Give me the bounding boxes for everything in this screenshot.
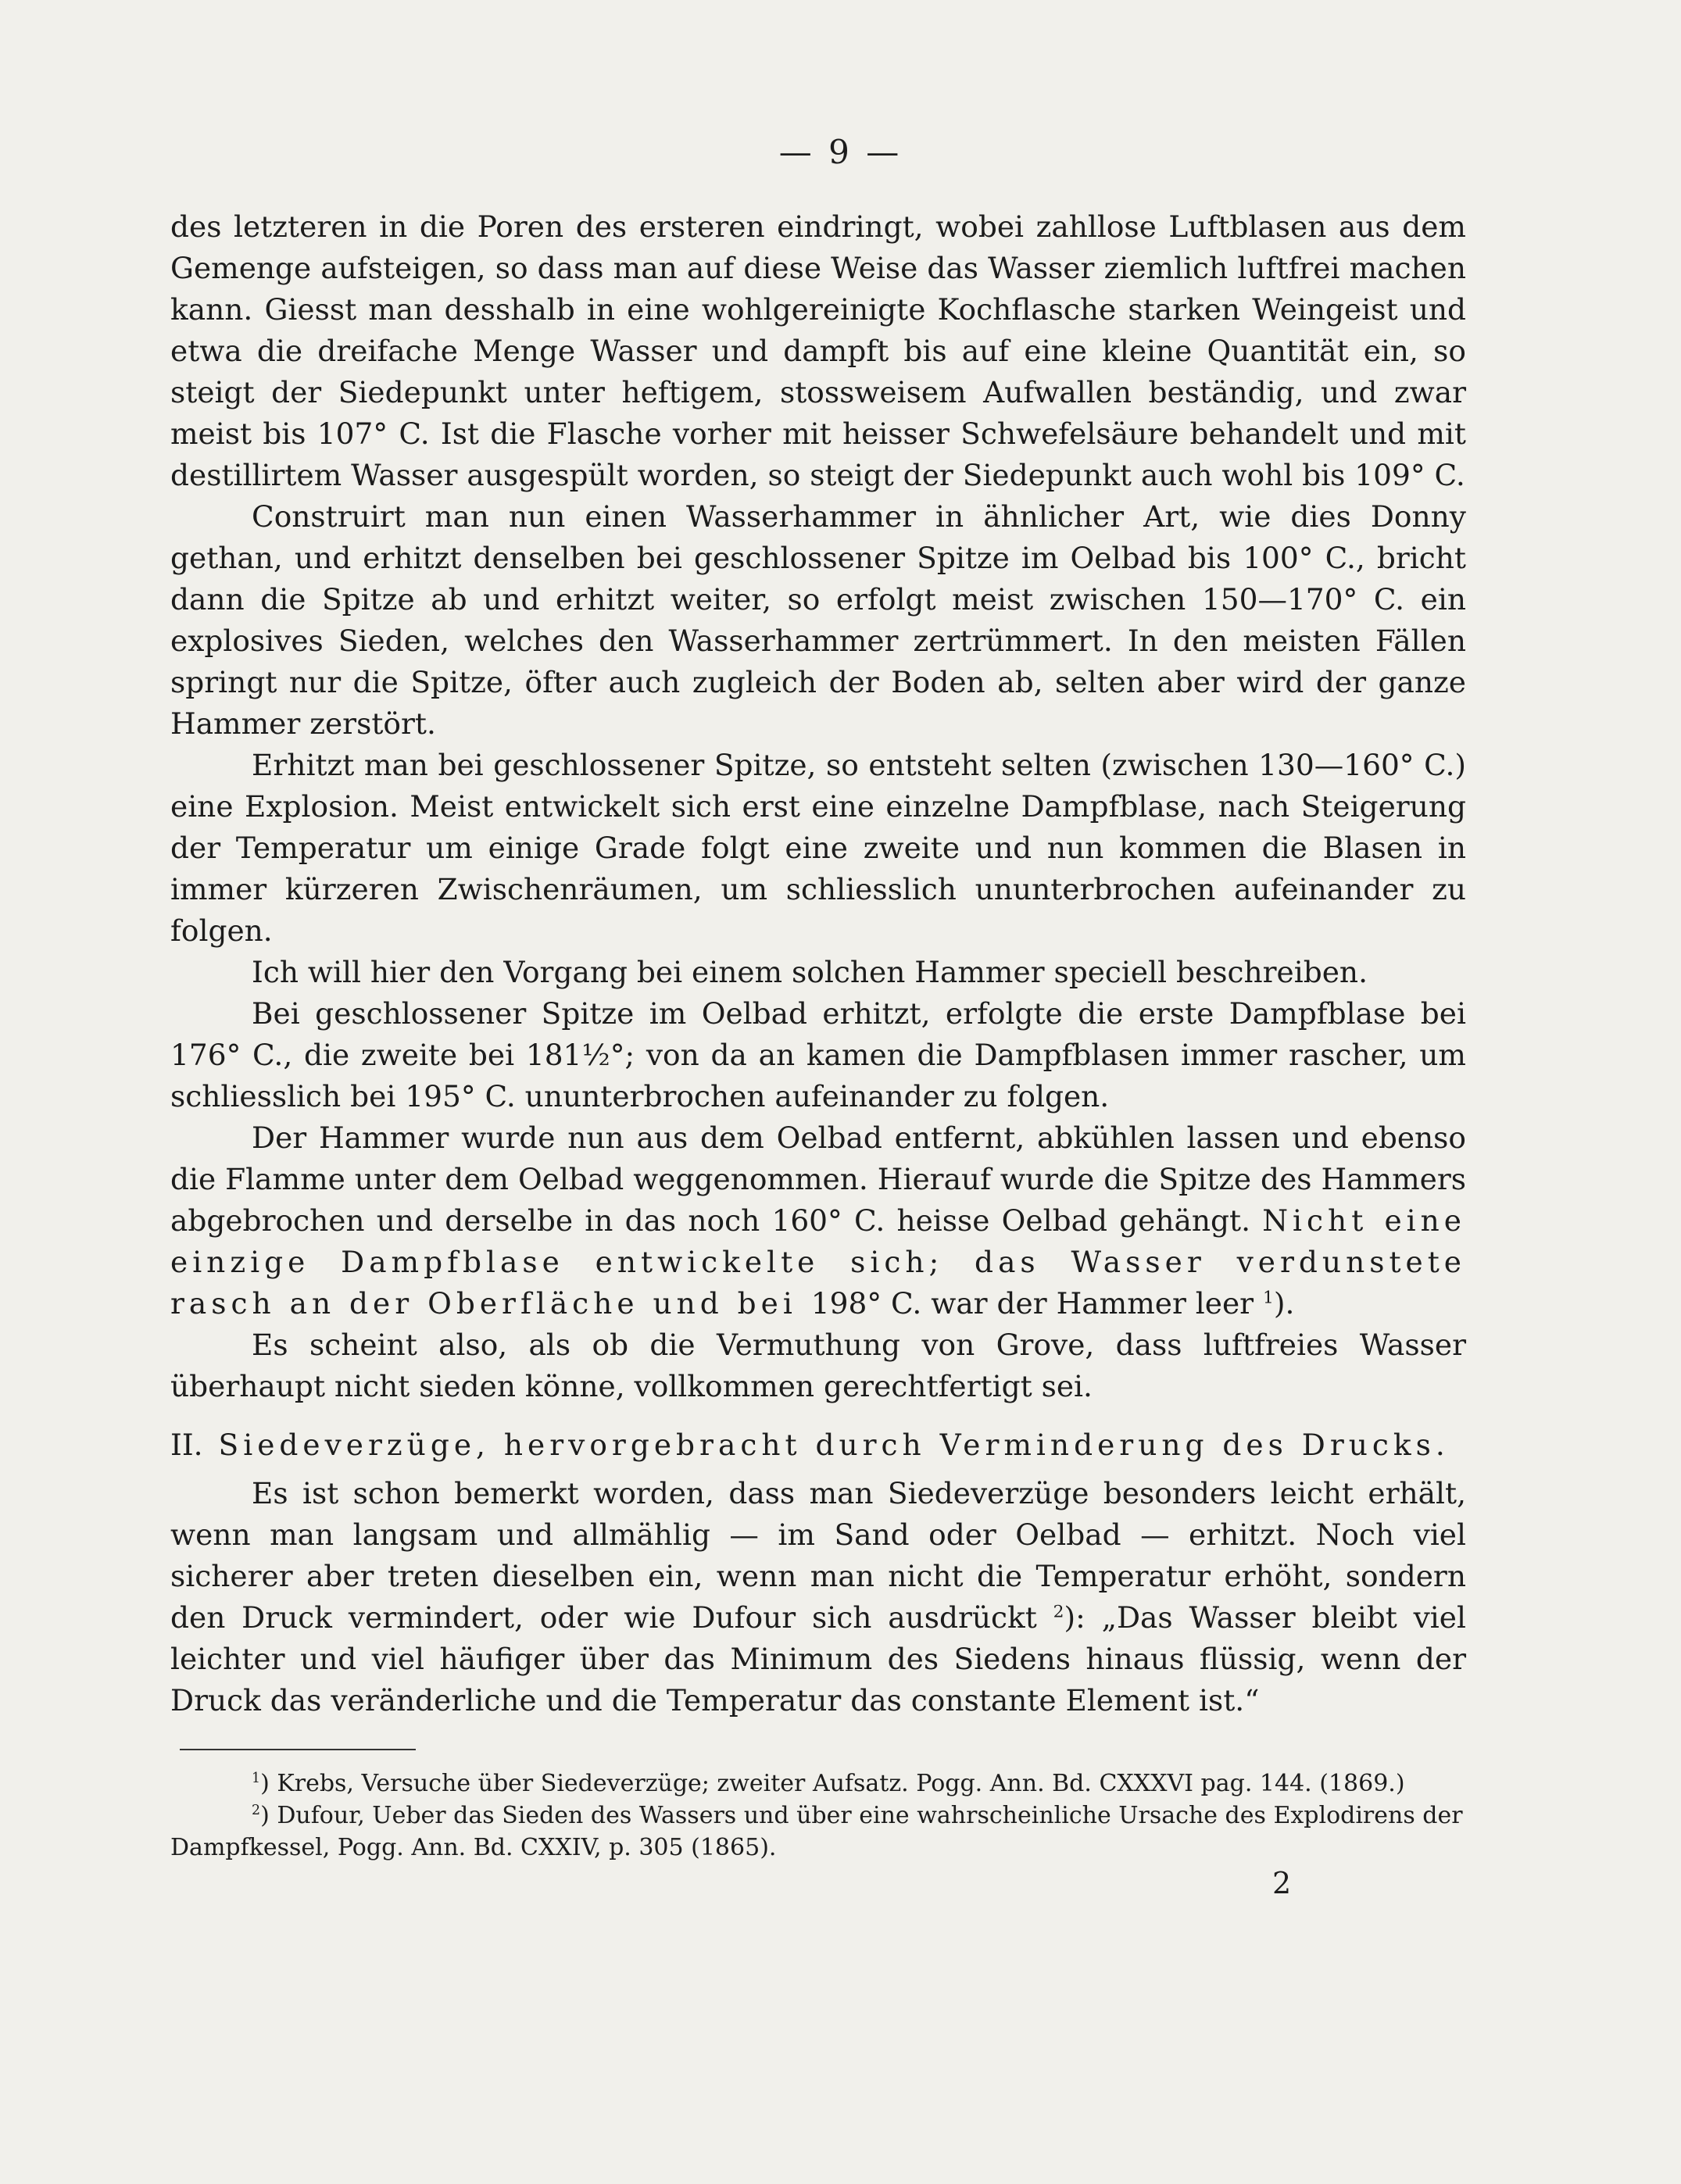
- paragraph-6-text: Der Hammer wurde nun aus dem Oelbad entfernt, abkühlen lassen und ebenso die Flamme unter dem Oelbad weggenommen. Hierauf wurde die Spitze des Hammers abgebrochen und derselbe in das noch 160° C. heisse Oelbad gehängt.: [170, 1121, 1466, 1238]
- footnote-2-text: ) Dufour, Ueber das Sieden des Wassers und über eine wahrscheinliche Ursache des Explodirens der Dampfkessel, Pogg. Ann. Bd. CXXIV, p. 305 (1865).: [170, 1802, 1463, 1861]
- paragraph-6: [170, 1117, 1466, 1324]
- paragraph-6-emphasis: Nicht eine einzige Dampfblase entwickelte sich; das Wasser verdunstete rasch an der Oberfläche und bei: [170, 1203, 1466, 1321]
- footnote-2: [170, 1800, 1466, 1864]
- footnote-2-mark: 2: [252, 1803, 261, 1818]
- footnote-1: [170, 1768, 1466, 1800]
- paragraph-8-text: Es ist schon bemerkt worden, dass man Siedeverzüge besonders leicht erhält, wenn man langsam und allmählig — im Sand oder Oelbad — erhitzt. Noch viel sicherer aber treten dieselben ein, wenn man nicht die Temperatur erhöht, sondern den Druck vermindert, oder wie Dufour sich ausdrückt: [170, 1476, 1466, 1635]
- page-number: — 9 —: [778, 133, 903, 171]
- footnote-divider: [180, 1749, 416, 1750]
- body-text: [170, 206, 1466, 1407]
- paragraph-1: des letzteren in die Poren des ersteren eindringt, wobei zahllose Luftblasen aus dem Gemenge aufsteigen, so dass man auf diese Weise das Wasser ziemlich luftfrei machen kann. Giesst man desshalb in eine wohlgereinigte Kochflasche starken Weingeist und etwa die dreifache Menge Wasser und dampft bis auf eine kleine Quantität ein, so steigt der Siedepunkt unter heftigem, stossweisem Aufwallen beständig, und zwar meist bis 107° C. Ist die Flasche vorher mit heisser Schwefelsäure behandelt und mit destillirtem Wasser ausgespült worden, so steigt der Siedepunkt auch wohl bis 109° C.: [170, 209, 1466, 492]
- section-body: [170, 1473, 1466, 1721]
- paragraph-7: Es scheint also, als ob die Vermuthung von Grove, dass luftfreies Wasser überhaupt nicht sieden könne, vollkommen gerechtfertigt sei.: [170, 1328, 1466, 1403]
- section-heading: [170, 1424, 1466, 1466]
- footnote-ref-1: 1: [1263, 1288, 1274, 1308]
- paragraph-6-end: ).: [1273, 1286, 1295, 1321]
- paragraph-2: Construirt man nun einen Wasserhammer in ähnlicher Art, wie dies Donny gethan, und erhitzt denselben bei geschlossener Spitze im Oelbad bis 100° C., bricht dann die Spitze ab und erhitzt weiter, so erfolgt meist zwischen 150—170° C. ein explosives Sieden, welches den Wasserhammer zertrümmert. In den meisten Fällen springt nur die Spitze, öfter auch zugleich der Boden ab, selten aber wird der ganze Hammer zerstört.: [170, 499, 1466, 741]
- signature-mark: 2: [1272, 1866, 1292, 1900]
- paragraph-5: Bei geschlossener Spitze im Oelbad erhitzt, erfolgte die erste Dampfblase bei 176° C., die zweite bei 181½°; von da an kamen die Dampfblasen immer rascher, um schliesslich bei 195° C. ununterbrochen aufeinander zu folgen.: [170, 996, 1466, 1113]
- footnote-1-mark: 1: [252, 1771, 261, 1786]
- paragraph-8-text-2: ): „Das Wasser bleibt viel leichter und viel häufiger über das Minimum des Siedens hinaus flüssig, wenn der Druck das veränderliche und die Temperatur das constante Element ist.“: [170, 1600, 1466, 1718]
- paragraph-8: [170, 1473, 1466, 1721]
- footnote-ref-2: 2: [1053, 1602, 1064, 1622]
- paragraph-3: Erhitzt man bei geschlossener Spitze, so entsteht selten (zwischen 130—160° C.) eine Explosion. Meist entwickelt sich erst eine einzelne Dampfblase, nach Steigerung der Temperatur um einige Grade folgt eine zweite und nun kommen die Blasen in immer kürzeren Zwischenräumen, um schliesslich ununterbrochen aufeinander zu folgen.: [170, 748, 1466, 948]
- section-number: II.: [170, 1428, 203, 1462]
- paragraph-6-text-2: 198° C. war der Hammer leer: [810, 1286, 1264, 1321]
- section-title: Siedeverzüge, hervorgebracht durch Verminderung des Drucks.: [218, 1428, 1450, 1462]
- paragraph-4: Ich will hier den Vorgang bei einem solchen Hammer speciell beschreiben.: [252, 955, 1368, 989]
- footnote-1-text: ) Krebs, Versuche über Siedeverzüge; zweiter Aufsatz. Pogg. Ann. Bd. CXXXVI pag. 144. (1869.): [260, 1770, 1405, 1797]
- footnotes: [170, 1768, 1466, 1864]
